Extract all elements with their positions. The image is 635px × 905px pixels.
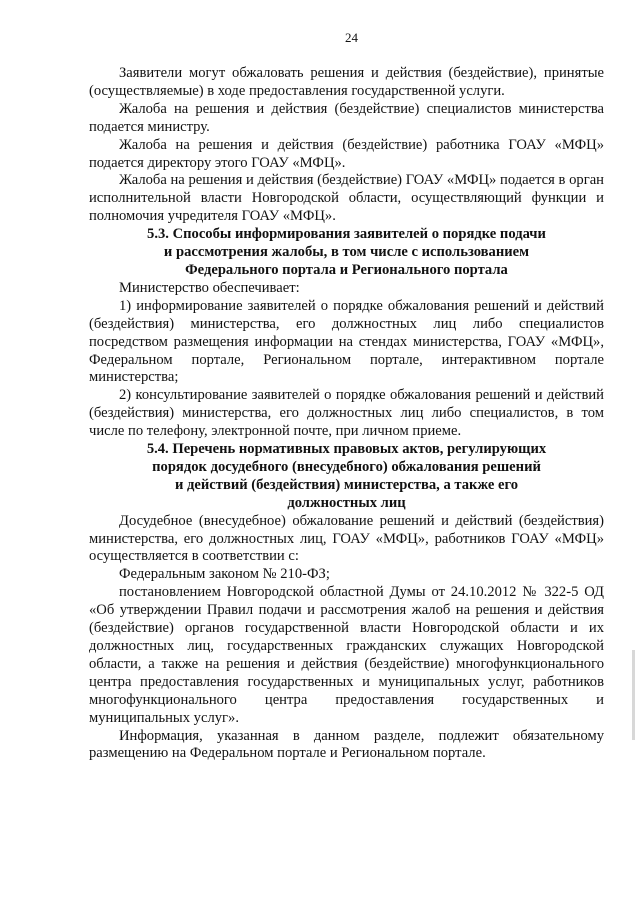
paragraph-complaint-ministry: Жалоба на решения и действия (бездействие) специалистов министерства подается министру. [89, 100, 604, 135]
text-line: (бездействия) министерства, его должностных лиц либо специалистов [89, 315, 604, 332]
heading-line: и действий (бездействия) министерства, а также его [174, 476, 519, 493]
paragraph-appeal-right: Заявители могут обжаловать решения и действия (бездействие), принятые (осуществляемые) в ходе предоставления государственной услуги. [89, 65, 604, 99]
text-line: Федеральном портале, Региональном портале, интерактивном портале [89, 351, 604, 368]
document-body [89, 65, 604, 763]
text-line: 1) информирование заявителей о порядке обжалования решений и действий [119, 297, 604, 314]
text-line: многофункционального центра предоставления государственных и [89, 691, 604, 708]
text-line: (бездействие) органов государственной власти Новгородской области и их [89, 620, 604, 637]
paragraph-complaint-mfc: Жалоба на решения и действия (бездействие) ГОАУ «МФЦ» подается в орган исполнительной власти Новгородской области, осуществляющий функции и полномочия учредителя ГОАУ «МФЦ». [89, 172, 604, 225]
page-number: 24 [345, 30, 358, 45]
text-line: муниципальных услуг». [89, 709, 239, 726]
text-line: постановлением Новгородской областной Думы от 24.10.2012 № 322-5 ОД [119, 584, 604, 601]
heading-line: должностных лиц [287, 494, 406, 511]
text-line: министерства; [89, 369, 179, 386]
heading-line: Федерального портала и Регионального портала [185, 261, 508, 278]
heading-line: 5.4. Перечень нормативных правовых актов, регулирующих [146, 441, 547, 458]
text-line: «Об утверждении Правил подачи и рассмотрения жалоб на решения и действия [89, 602, 604, 619]
section-heading-5-3 [89, 226, 604, 280]
list-item-consulting: 2) консультирование заявителей о порядке обжалования решений и действий (бездействия) министерства, его должностных лиц либо специалистов, в том числе по телефону, электронной почте, при личном приеме. [89, 387, 604, 440]
section-heading-5-4 [89, 441, 604, 513]
text-line: должностных лиц, государственных гражданских служащих Новгородской [89, 638, 604, 654]
paragraph-ministry-provides: Министерство обеспечивает: [119, 279, 300, 296]
text-line: центра предоставления государственных и муниципальных услуг, работников [89, 673, 604, 690]
paragraph-pretrial-appeal: Досудебное (внесудебное) обжалование решений и действий (бездействия) министерства, его должностных лиц, ГОАУ «МФЦ», работников ГОАУ «МФЦ» осуществляется в соответствии с: [89, 512, 604, 565]
paragraph-federal-law: Федеральным законом № 210-ФЗ; [119, 566, 330, 583]
heading-line: 5.3. Способы информирования заявителей о порядке подачи [147, 226, 546, 243]
list-item-informing [89, 298, 604, 388]
heading-line: порядок досудебного (внесудебного) обжалования решений [152, 458, 541, 475]
paragraph-information-placement: Информация, указанная в данном разделе, подлежит обязательному размещению на Федеральном портале и Региональном портале. [89, 727, 604, 762]
text-line: области, а также на решения и действия (бездействие) многофункционального [89, 655, 604, 672]
heading-line: и рассмотрения жалобы, в том числе с использованием [163, 244, 530, 261]
paragraph-resolution [89, 584, 604, 727]
paragraph-complaint-mfc-worker: Жалоба на решения и действия (бездействие) работника ГОАУ «МФЦ» подается директору этого ГОАУ «МФЦ». [89, 136, 604, 171]
text-line: посредством размещения информации на стендах министерства, ГОАУ «МФЦ», [89, 333, 604, 350]
